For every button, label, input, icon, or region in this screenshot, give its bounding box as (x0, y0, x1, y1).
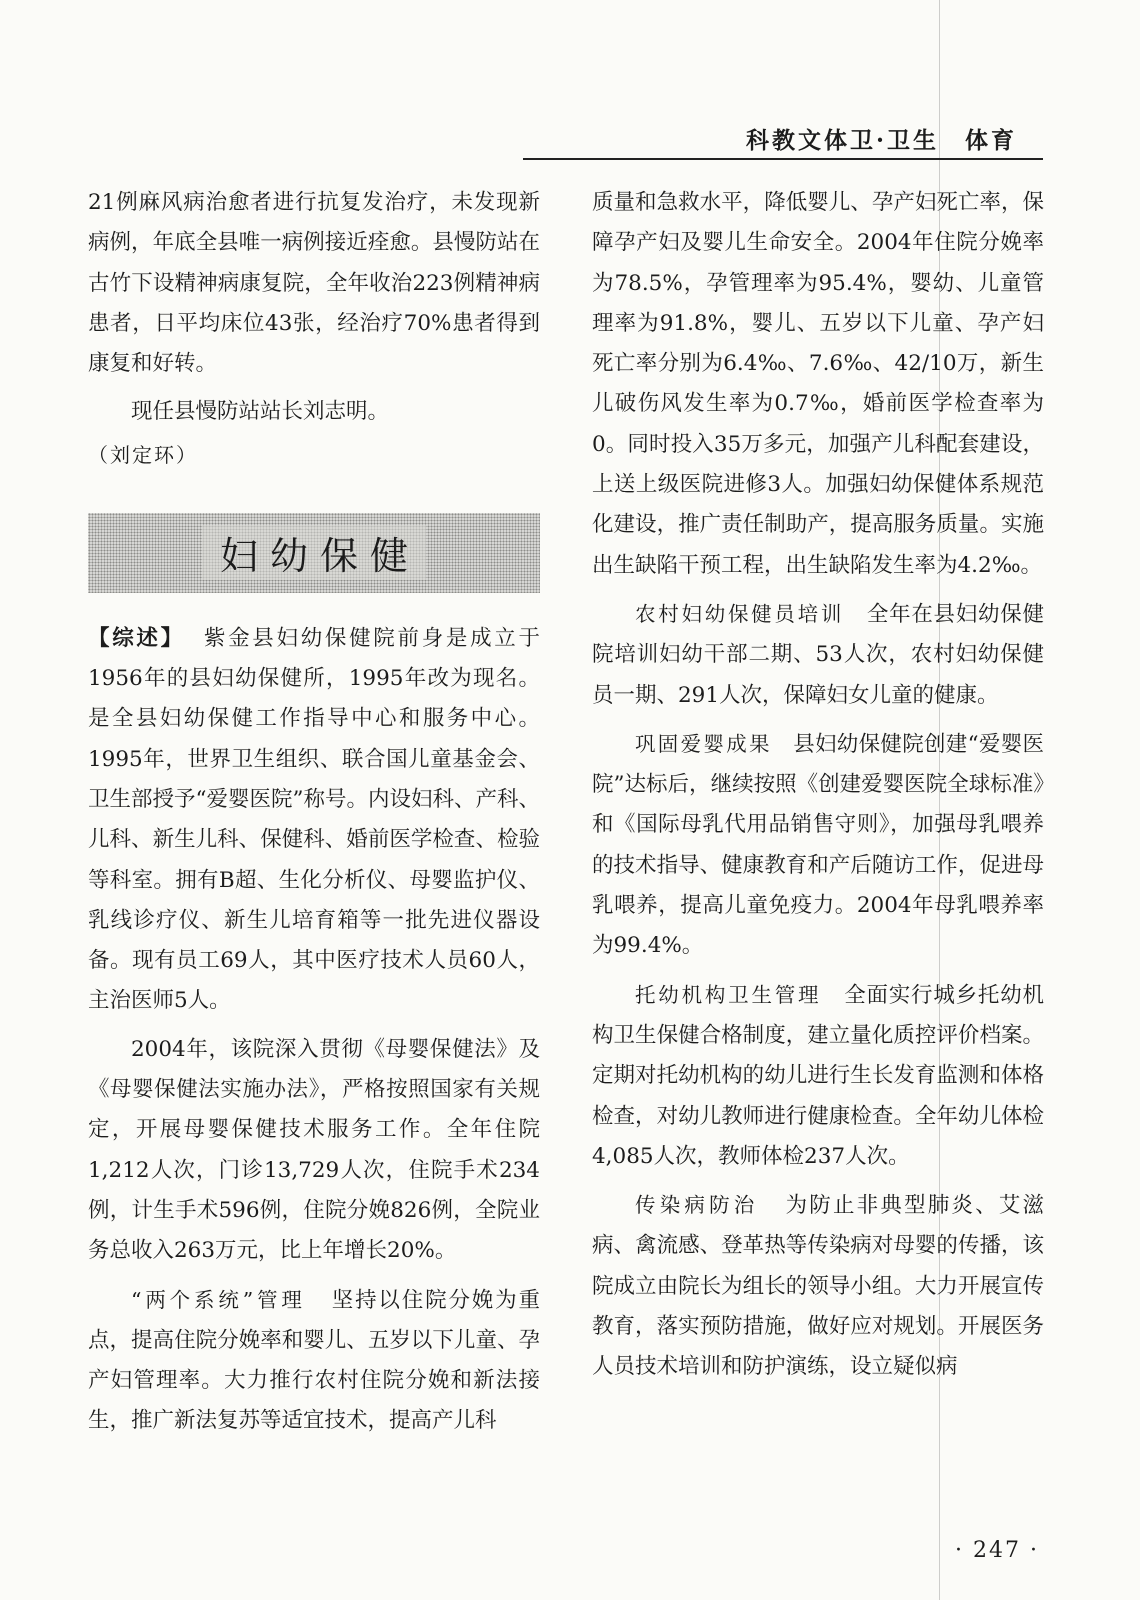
infectious-heading: 传染病防治 (635, 1193, 759, 1218)
nursery-paragraph (592, 975, 1044, 1177)
right-continuation-paragraph: 质量和急救水平，降低婴儿、孕产妇死亡率，保障孕产妇及婴儿生命安全。2004年住院分娩率为78.5%，孕管理率为95.4%，婴幼、儿童管理率为91.8%，婴儿、五岁以下儿童、孕产妇死亡率分别为6.4‰、7.6‰、42/10万，新生儿破伤风发生率为0.7‰，婚前医学检查率为0。同时投入35万多元，加强产儿科配套建设，上送上级医院进修3人。加强妇幼保健体系规范化建设，推广责任制助产，提高服务质量。实施出生缺陷干预工程，出生缺陷发生率为4.2‰。 (592, 190, 1044, 578)
two-systems-text: 坚持以住院分娩为重点，提高住院分娩率和婴儿、五岁以下儿童、孕产妇管理率。大力推行农村住院分娩和新法接生，推广新法复苏等适宜技术，提高产儿科 (88, 1287, 540, 1434)
training-heading: 农村妇幼保健员培训 (635, 601, 845, 626)
training-paragraph (592, 594, 1044, 716)
section-title-box (88, 513, 540, 593)
baby-friendly-text: 县妇幼保健院创建“爱婴医院”达标后，继续按照《创建爱婴医院全球标准》和《国际母乳代用品销售守则》，加强母乳喂养的技术指导、健康教育和产后随访工作，促进母乳喂养，提高儿童免疫力。2004年母乳喂养率为99.4%。 (592, 731, 1044, 959)
right-column (592, 183, 1044, 1388)
infectious-text: 为防止非典型肺炎、艾滋病、禽流感、登革热等传染病对母婴的传播，该院成立由院长为组长的领导小组。大力开展宣传教育，落实预防措施，做好应对规划。开展医务人员技术培训和防护演练，设立疑似病 (592, 1193, 1044, 1380)
training-text: 全年在县妇幼保健院培训妇幼干部二期、53人次，农村妇幼保健员一期、291人次，保障妇女儿童的健康。 (592, 601, 1044, 708)
nursery-text: 全面实行城乡托幼机构卫生保健合格制度，建立量化质控评价档案。定期对托幼机构的幼儿进行生长发育监测和体格检查，对幼儿教师进行健康检查。全年幼儿体检4,085人次，教师体检237人次。 (592, 982, 1044, 1169)
running-header (523, 122, 1043, 160)
section-title: 妇幼保健 (202, 525, 426, 580)
nursery-heading: 托幼机构卫生管理 (635, 982, 822, 1007)
page-number: · 247 · (955, 1538, 1039, 1563)
author-credit: （刘定环） (88, 442, 198, 467)
overview-text: 紫金县妇幼保健院前身是成立于1956年的县妇幼保健所，1995年改为现名。是全县妇幼保健工作指导中心和服务中心。1995年，世界卫生组织、联合国儿童基金会、卫生部授予“爱婴医院”称号。内设妇科、产科、儿科、新生儿科、保健科、婚前医学检查、检验等科室。拥有B超、生化分析仪、母婴监护仪、乳线诊疗仪、新生儿培育箱等一批先进仪器设备。现有员工69人，其中医疗技术人员60人，主治医师5人。 (88, 625, 540, 1014)
two-systems-heading: “两个系统”管理 (131, 1287, 306, 1312)
year-paragraph: 2004年，该院深入贯彻《母婴保健法》及《母婴保健法实施办法》，严格按照国家有关规定，开展母婴保健技术服务工作。全年住院1,212人次，门诊13,729人次，住院手术234例，计生手术596例，住院分娩826例，全院业务总收入263万元，比上年增长20%。 (88, 1036, 540, 1264)
baby-friendly-heading: 巩固爱婴成果 (635, 731, 772, 756)
overview-label: 【综述】 (88, 625, 185, 651)
left-column (88, 183, 540, 1442)
director-paragraph: 现任县慢防站站长刘志明。 (131, 399, 390, 425)
overview-paragraph (88, 619, 540, 1022)
continuation-paragraph: 21例麻风病治愈者进行抗复发治疗，未发现新病例，年底全县唯一病例接近痊愈。县慢防站在古竹下设精神病康复院，全年收治223例精神病患者，日平均床位43张，经治疗70%患者得到康复和好转。 (88, 190, 540, 377)
infectious-paragraph (592, 1185, 1044, 1387)
two-systems-paragraph (88, 1280, 540, 1442)
baby-friendly-paragraph (592, 724, 1044, 967)
header-text: 科教文体卫·卫生 体育 (745, 127, 1017, 154)
